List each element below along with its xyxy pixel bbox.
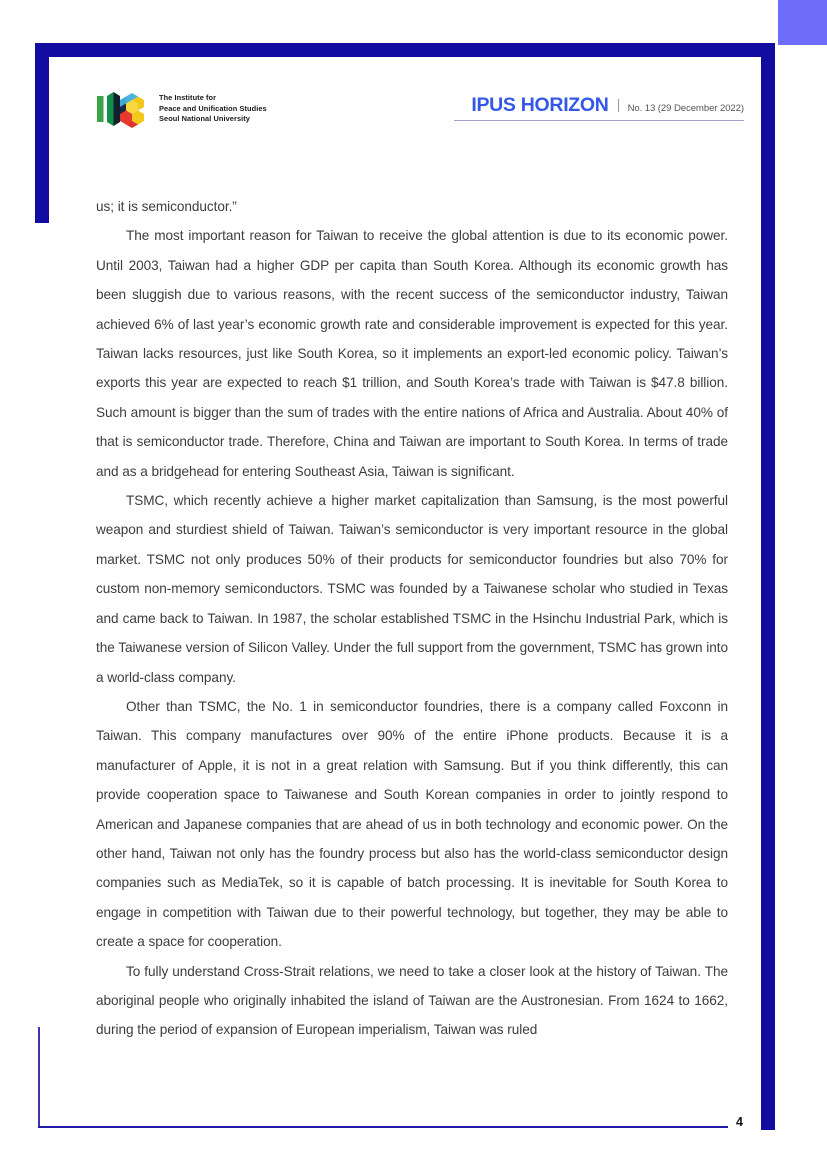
page-number: 4 xyxy=(736,1115,743,1129)
paragraph: The most important reason for Taiwan to receive the global attention is due to its economic power. Until 2003, Taiwan had a higher GDP per capita than South Korea. Although its economic growth has been sluggish due to various reasons, with the recent success of the semiconductor industry, Taiwan achieved 6% of last year’s economic growth rate and considerable improvement is expected for this year. Taiwan lacks resources, just like South Korea, so it implements an export-led economic policy. Taiwan’s exports this year are expected to reach $1 trillion, and South Korea’s trade with Taiwan is $47.8 billion. Such amount is bigger than the sum of trades with the entire nations of Africa and Australia. About 40% of that is semiconductor trade. Therefore, China and Taiwan are important to South Korea. In terms of trade and as a bridgehead for entering Southeast Asia, Taiwan is significant. xyxy=(96,228,728,479)
masthead-divider xyxy=(618,99,619,112)
institute-logo-line-3: Seoul National University xyxy=(159,114,250,124)
article-body xyxy=(96,192,728,1045)
paragraph: us; it is semiconductor.” xyxy=(96,199,237,214)
paragraph: TSMC, which recently achieve a higher market capitalization than Samsung, is the most powerful weapon and sturdiest shield of Taiwan. Taiwan’s semiconductor is very important resource in the global market. TSMC not only produces 50% of their products for semiconductor foundries but also 70% for custom non-memory semiconductors. TSMC was founded by a Taiwanese scholar who studied in Texas and came back to Taiwan. In 1987, the scholar established TSMC in the Hsinchu Industrial Park, which is the Taiwanese version of Silicon Valley. Under the full support from the government, TSMC has grown into a world-class company. xyxy=(96,493,728,685)
paragraph: Other than TSMC, the No. 1 in semiconductor foundries, there is a company called Foxconn in Taiwan. This company manufactures over 90% of the entire iPhone products. Because it is a manufacturer of Apple, it is not in a great relation with Samsung. But if you think differently, this can provide cooperation space to Taiwanese and South Korean companies in order to jointly respond to American and Japanese companies that are ahead of us in both technology and economic power. On the other hand, Taiwan not only has the foundry process but also has the world-class semiconductor design companies such as MediaTek, so it is capable of batch processing. It is inevitable for South Korea to engage in competition with Taiwan due to their powerful technology, but together, they may be able to create a space for cooperation. xyxy=(96,698,728,950)
institute-logo-line-1: The Institute for xyxy=(159,92,217,102)
masthead-title-row xyxy=(454,94,744,121)
frame-border-left xyxy=(35,43,49,223)
frame-border-right xyxy=(761,43,775,1130)
institute-logo-line-2: Peace and Unification Studies xyxy=(159,103,267,113)
frame-border-top xyxy=(35,43,775,57)
ipus-hexagon-logo-icon xyxy=(96,86,152,132)
publication-title: IPUS HORIZON xyxy=(471,94,609,116)
masthead xyxy=(96,86,744,134)
institute-logo xyxy=(96,86,267,132)
institute-logo-text xyxy=(159,93,267,125)
paragraph: To fully understand Cross-Strait relations, we need to take a closer look at the history of Taiwan. The aboriginal people who originally inhabited the island of Taiwan are the Austronesian. From 1624 to 1662, during the period of expansion of European imperialism, Taiwan was ruled xyxy=(96,963,728,1038)
accent-square-decoration xyxy=(778,0,827,45)
issue-number: No. 13 (29 December 2022) xyxy=(627,103,744,114)
masthead-right xyxy=(454,94,744,121)
frame-thin-rule-bottom xyxy=(38,1126,728,1128)
frame-thin-rule-left xyxy=(38,1027,40,1128)
